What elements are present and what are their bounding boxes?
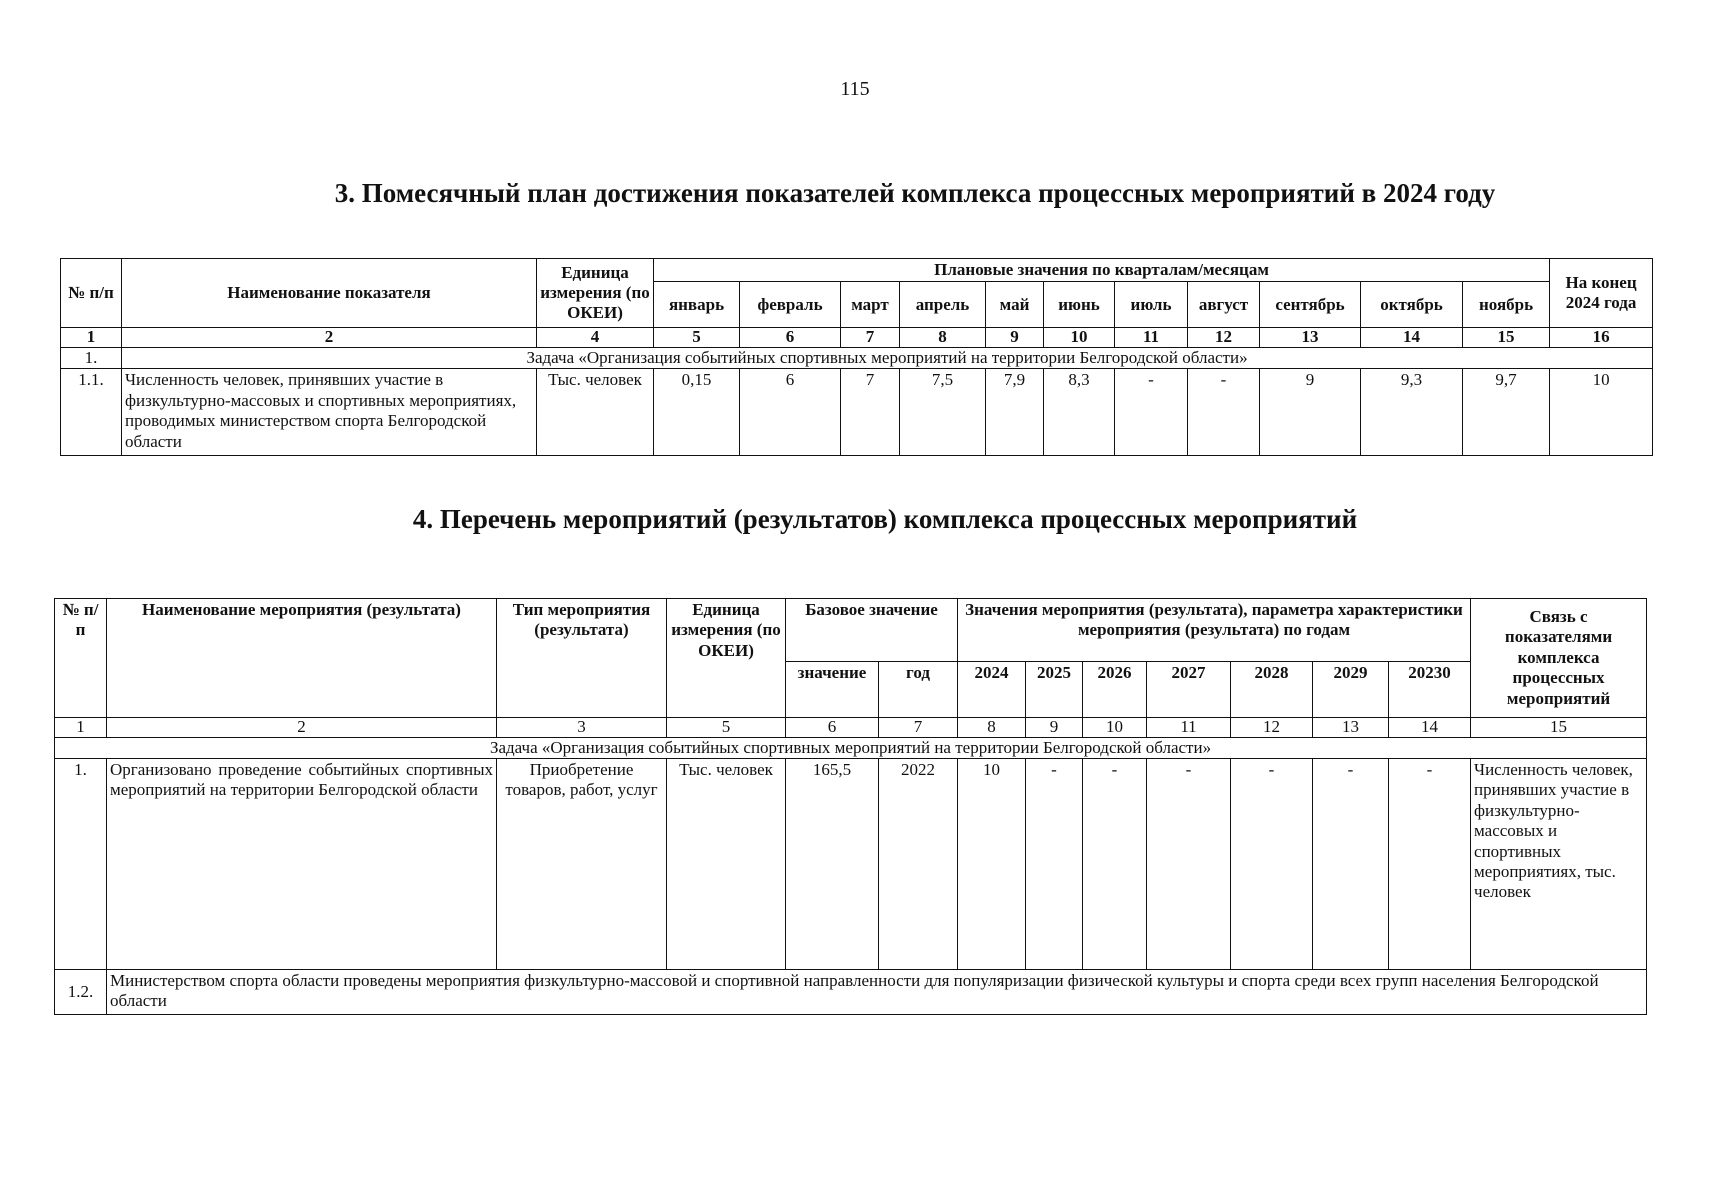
column-number: 7 — [841, 328, 900, 348]
row-num: 1.1. — [61, 369, 122, 456]
row-activity-type: Приобретение товаров, работ, услуг — [497, 759, 667, 970]
column-number: 3 — [497, 718, 667, 738]
row-num: 1.2. — [55, 970, 107, 1015]
column-number: 16 — [1550, 328, 1653, 348]
row-value: - — [1188, 369, 1260, 456]
column-number: 7 — [879, 718, 958, 738]
column-number: 14 — [1389, 718, 1471, 738]
row-end-value: 10 — [1550, 369, 1653, 456]
column-number: 13 — [1313, 718, 1389, 738]
row-unit: Тыс. человек — [667, 759, 786, 970]
header-unit: Единица измерения (по ОКЕИ) — [667, 599, 786, 718]
column-number: 10 — [1044, 328, 1115, 348]
table-row — [55, 759, 1647, 970]
column-number: 15 — [1471, 718, 1647, 738]
row-year-value: 10 — [958, 759, 1026, 970]
column-number: 8 — [900, 328, 986, 348]
column-number: 5 — [654, 328, 740, 348]
header-year: 2027 — [1147, 662, 1231, 718]
column-number: 14 — [1361, 328, 1463, 348]
table-row — [61, 369, 1653, 456]
row-value: 9,3 — [1361, 369, 1463, 456]
column-number: 15 — [1463, 328, 1550, 348]
column-number: 4 — [537, 328, 654, 348]
column-number: 1 — [55, 718, 107, 738]
header-end-of-year: На конец 2024 года — [1550, 259, 1653, 328]
column-number: 8 — [958, 718, 1026, 738]
row-value: 7 — [841, 369, 900, 456]
section-4-title: 4. Перечень мероприятий (результатов) комплекса процессных мероприятий — [412, 504, 1358, 534]
header-month: июнь — [1044, 282, 1115, 328]
column-number: 13 — [1260, 328, 1361, 348]
header-year: 2025 — [1026, 662, 1083, 718]
header-year: 2026 — [1083, 662, 1147, 718]
header-month: январь — [654, 282, 740, 328]
row-year-value: - — [1026, 759, 1083, 970]
header-num: № п/п — [61, 259, 122, 328]
row-year-value: - — [1389, 759, 1471, 970]
row-year-value: - — [1313, 759, 1389, 970]
header-base-value: Базовое значение — [786, 599, 958, 662]
table-row — [55, 970, 1647, 1015]
column-number: 11 — [1147, 718, 1231, 738]
row-activity-name: Организовано проведение событийных спортивных мероприятий на территории Белгородской области — [107, 759, 497, 970]
task-title: Задача «Организация событийных спортивных мероприятий на территории Белгородской области» — [122, 348, 1653, 369]
row-value: 6 — [740, 369, 841, 456]
header-indicator-name: Наименование показателя — [122, 259, 537, 328]
row-indicator-name: Численность человек, принявших участие в физкультурно-массовых и спортивных мероприятиях, проводимых министерством спорта Белгородской области — [122, 369, 537, 456]
row-unit: Тыс. человек — [537, 369, 654, 456]
header-month: август — [1188, 282, 1260, 328]
row-year-value: - — [1147, 759, 1231, 970]
row-value: 0,15 — [654, 369, 740, 456]
row-year-value: - — [1231, 759, 1313, 970]
activities-table — [54, 598, 1647, 1015]
header-base-value-year: год — [879, 662, 958, 718]
row-link: Численность человек, принявших участие в физкультурно-массовых и спортивных мероприятиях, тыс. человек — [1471, 759, 1647, 970]
header-year: 2028 — [1231, 662, 1313, 718]
row-result-text: Министерством спорта области проведены мероприятия физкультурно-массовой и спортивной направленности для популяризации физической культуры и спорта среди всех групп населения Белгородской области — [107, 970, 1647, 1015]
column-number: 12 — [1231, 718, 1313, 738]
row-base-value: 165,5 — [786, 759, 879, 970]
row-value: 9 — [1260, 369, 1361, 456]
header-activity-type: Тип мероприятия (результата) — [497, 599, 667, 718]
header-month: июль — [1115, 282, 1188, 328]
header-link: Связь с показателями комплекса процессных мероприятий — [1471, 599, 1647, 718]
column-number: 5 — [667, 718, 786, 738]
row-value: 8,3 — [1044, 369, 1115, 456]
header-unit: Единица измерения (по ОКЕИ) — [537, 259, 654, 328]
column-number: 12 — [1188, 328, 1260, 348]
task-title: Задача «Организация событийных спортивных мероприятий на территории Белгородской области» — [55, 737, 1647, 758]
column-number: 6 — [786, 718, 879, 738]
monthly-plan-table — [60, 258, 1653, 456]
row-value: 7,9 — [986, 369, 1044, 456]
column-number: 10 — [1083, 718, 1147, 738]
header-month: май — [986, 282, 1044, 328]
header-month: сентябрь — [1260, 282, 1361, 328]
column-number: 2 — [122, 328, 537, 348]
row-value: 7,5 — [900, 369, 986, 456]
row-num: 1. — [55, 759, 107, 970]
column-number: 9 — [1026, 718, 1083, 738]
column-number: 11 — [1115, 328, 1188, 348]
column-number: 6 — [740, 328, 841, 348]
header-month: февраль — [740, 282, 841, 328]
column-number: 1 — [61, 328, 122, 348]
column-number: 9 — [986, 328, 1044, 348]
header-year: 2024 — [958, 662, 1026, 718]
row-value: 9,7 — [1463, 369, 1550, 456]
header-base-value-value: значение — [786, 662, 879, 718]
row-year-value: - — [1083, 759, 1147, 970]
header-num: № п/п — [55, 599, 107, 718]
page-number: 115 — [840, 78, 870, 100]
header-activity-name: Наименование мероприятия (результата) — [107, 599, 497, 718]
header-month: октябрь — [1361, 282, 1463, 328]
header-year: 2029 — [1313, 662, 1389, 718]
task-num: 1. — [61, 348, 122, 369]
header-plan-group: Плановые значения по кварталам/месяцам — [654, 259, 1550, 282]
section-3-title: 3. Помесячный план достижения показателей комплекса процессных мероприятий в 2024 году — [334, 178, 1496, 208]
header-month: ноябрь — [1463, 282, 1550, 328]
row-value: - — [1115, 369, 1188, 456]
header-month: март — [841, 282, 900, 328]
column-number: 2 — [107, 718, 497, 738]
header-values-group: Значения мероприятия (результата), параметра характеристики мероприятия (результата) по годам — [958, 599, 1471, 662]
row-base-year: 2022 — [879, 759, 958, 970]
header-year: 20230 — [1389, 662, 1471, 718]
header-month: апрель — [900, 282, 986, 328]
